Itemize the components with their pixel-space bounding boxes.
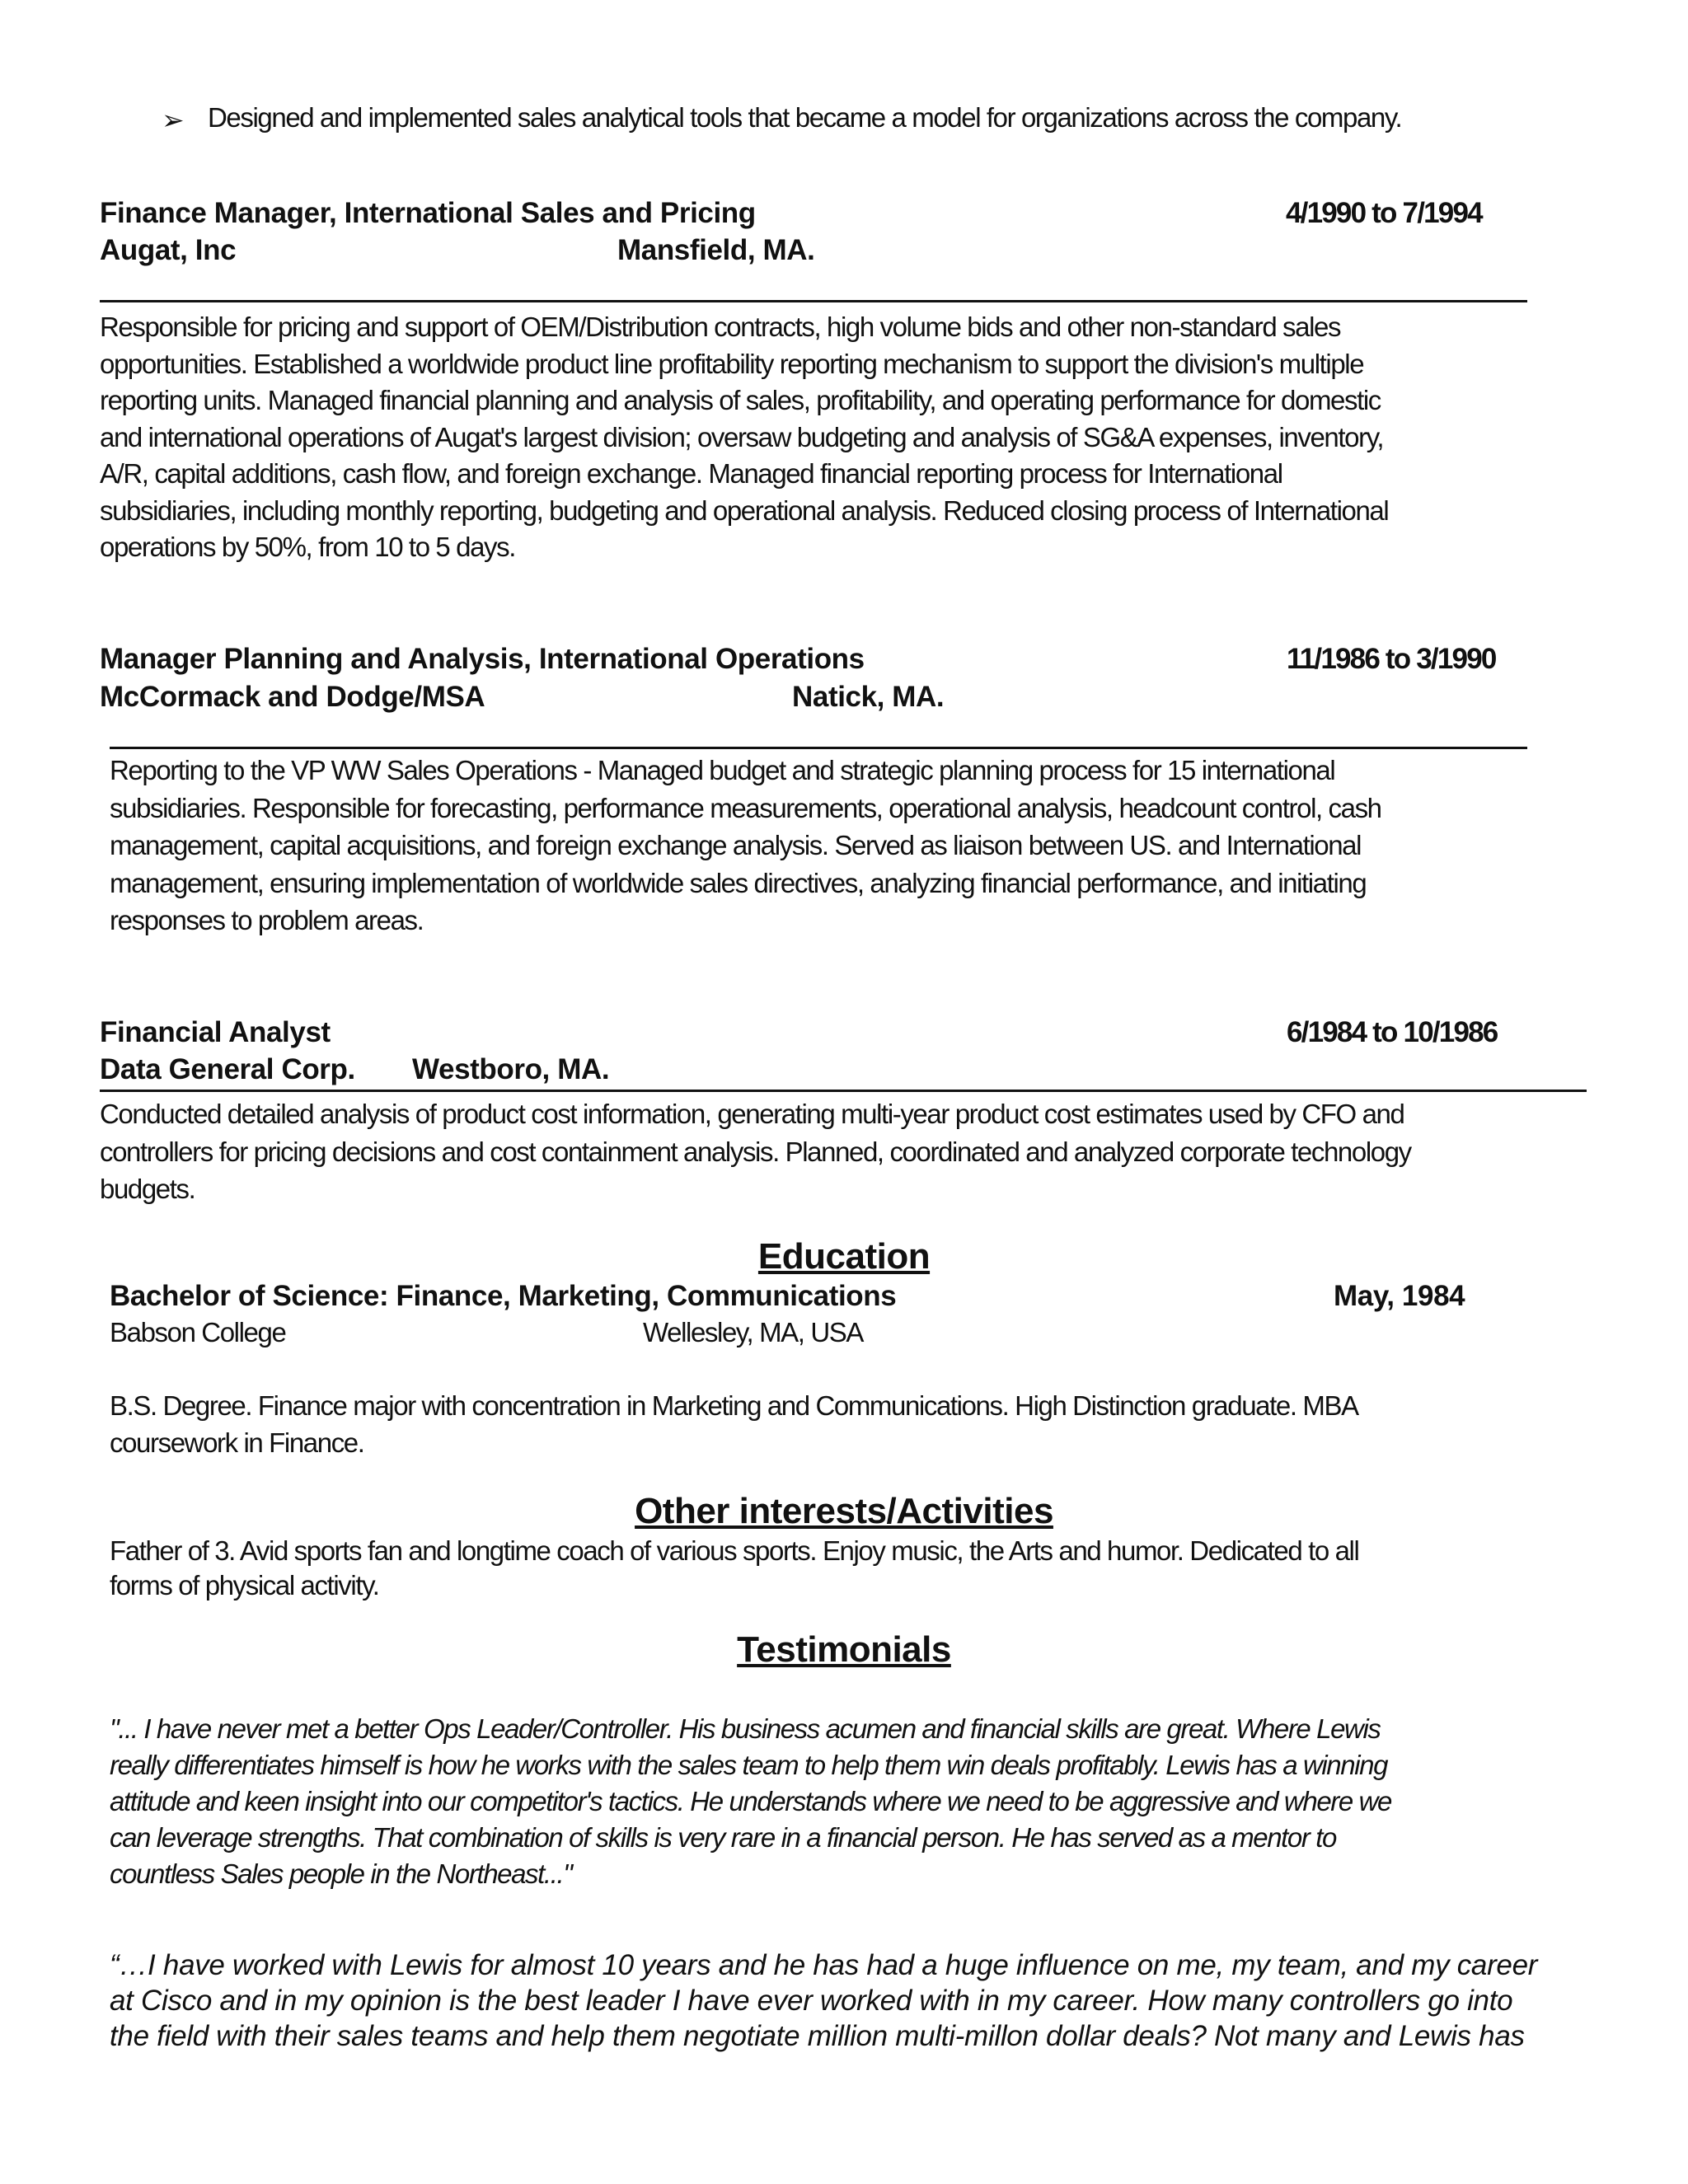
description-line: A/R, capital additions, cash flow, and foreign exchange. Managed financial reporting process for International [100, 458, 1282, 489]
quote-line: at Cisco and in my opinion is the best leader I have ever worked with in my career. How many controllers go into [110, 1985, 1513, 2017]
quote-line: attitude and keen insight into our competitor's tactics. He understands where we need to be aggressive and where we [110, 1786, 1391, 1816]
section-divider [110, 747, 1527, 749]
job-company: Data General Corp. [100, 1053, 355, 1085]
description-line: Conducted detailed analysis of product cost information, generating multi-year product cost estimates used by CFO and [100, 1099, 1404, 1129]
interests-heading: Other interests/Activities [635, 1491, 1053, 1531]
description-line: reporting units. Managed financial planning and analysis of sales, profitability, and operating performance for domestic [100, 385, 1381, 415]
description-line: budgets. [100, 1174, 195, 1204]
job-dates: 4/1990 to 7/1994 [1286, 197, 1482, 229]
description-line: operations by 50%, from 10 to 5 days. [100, 532, 516, 562]
description-line: management, ensuring implementation of worldwide sales directives, analyzing financial performance, and initiating [110, 867, 1367, 898]
description-line: Father of 3. Avid sports fan and longtime coach of various sports. Enjoy music, the Arts and humor. Dedicated to all [110, 1535, 1359, 1566]
testimonial-quote [110, 1947, 1537, 2054]
job-location: Natick, MA. [792, 681, 945, 713]
testimonials-heading: Testimonials [737, 1629, 951, 1670]
job-location: Westboro, MA. [412, 1053, 610, 1085]
job-title: Finance Manager, International Sales and Pricing [100, 197, 756, 229]
school-location: Wellesley, MA, USA [643, 1317, 863, 1347]
description-line: B.S. Degree. Finance major with concentration in Marketing and Communications. High Distinction graduate. MBA [110, 1390, 1358, 1421]
job-company: Augat, Inc [100, 234, 237, 266]
job-dates: 11/1986 to 3/1990 [1287, 643, 1496, 675]
description-line: controllers for pricing decisions and cost containment analysis. Planned, coordinated and analyzed corporate technology [100, 1136, 1411, 1167]
quote-line: countless Sales people in the Northeast..." [110, 1858, 572, 1889]
section-divider [100, 300, 1527, 302]
degree [110, 1280, 896, 1313]
description-line: responses to problem areas. [110, 905, 424, 935]
description-line: Reporting to the VP WW Sales Operations - Managed budget and strategic planning process for 15 international [110, 755, 1335, 785]
testimonial-quote [110, 1711, 1391, 1892]
description-line: opportunities. Established a worldwide product line profitability reporting mechanism to support the division's multiple [100, 348, 1364, 379]
quote-line: "... I have never met a better Ops Leader/Controller. His business acumen and financial skills are great. Where Lewis [110, 1713, 1381, 1744]
job-title: Manager Planning and Analysis, International Operations [100, 643, 865, 675]
job-title: Financial Analyst [100, 1016, 331, 1048]
degree-label: Bachelor of Science [110, 1280, 379, 1312]
quote-line: really differentiates himself is how he works with the sales team to help them win deals profitably. Lewis has a winning [110, 1750, 1388, 1780]
description-line: subsidiaries, including monthly reporting, budgeting and operational analysis. Reduced closing process of International [100, 494, 1389, 526]
graduation-date: May, 1984 [1334, 1280, 1465, 1312]
job-description [100, 309, 1388, 566]
description-line: forms of physical activity. [110, 1570, 379, 1601]
quote-line: the field with their sales teams and help them negotiate million multi-millon dollar deals? Not many and Lewis has [110, 2020, 1525, 2052]
description-line: and international operations of Augat's largest division; oversaw budgeting and analysis of SG&A expenses, inventory, [100, 421, 1384, 452]
bullet-text: Designed and implemented sales analytical tools that became a model for organizations across the company. [208, 102, 1402, 133]
education-heading: Education [757, 1236, 931, 1277]
description-line: subsidiaries. Responsible for forecasting, performance measurements, operational analysis, headcount control, cash [110, 792, 1381, 823]
job-description [110, 752, 1381, 940]
education-description [110, 1387, 1358, 1461]
school-name: Babson College [110, 1317, 286, 1347]
job-location: Mansfield, MA. [617, 234, 815, 266]
quote-line: “…I have worked with Lewis for almost 10 years and he has had a huge influence on me, my team, and my career [110, 1949, 1538, 1981]
degree-field: : Finance, Marketing, Communications [378, 1280, 897, 1312]
job-description [100, 1095, 1411, 1208]
description-line: Responsible for pricing and support of OEM/Distribution contracts, high volume bids and other non-standard sales [100, 312, 1341, 342]
bullet-arrow-icon: ➢ [162, 105, 184, 135]
job-company: McCormack and Dodge/MSA [100, 681, 485, 713]
interests-description [110, 1534, 1358, 1603]
section-divider [100, 1090, 1587, 1092]
quote-line: can leverage strengths. That combination of skills is very rare in a financial person. He has served as a mentor to [110, 1822, 1336, 1853]
description-line: management, capital acquisitions, and foreign exchange analysis. Served as liaison between US. and International [110, 830, 1362, 860]
job-dates: 6/1984 to 10/1986 [1287, 1016, 1498, 1048]
description-line: coursework in Finance. [110, 1427, 364, 1458]
